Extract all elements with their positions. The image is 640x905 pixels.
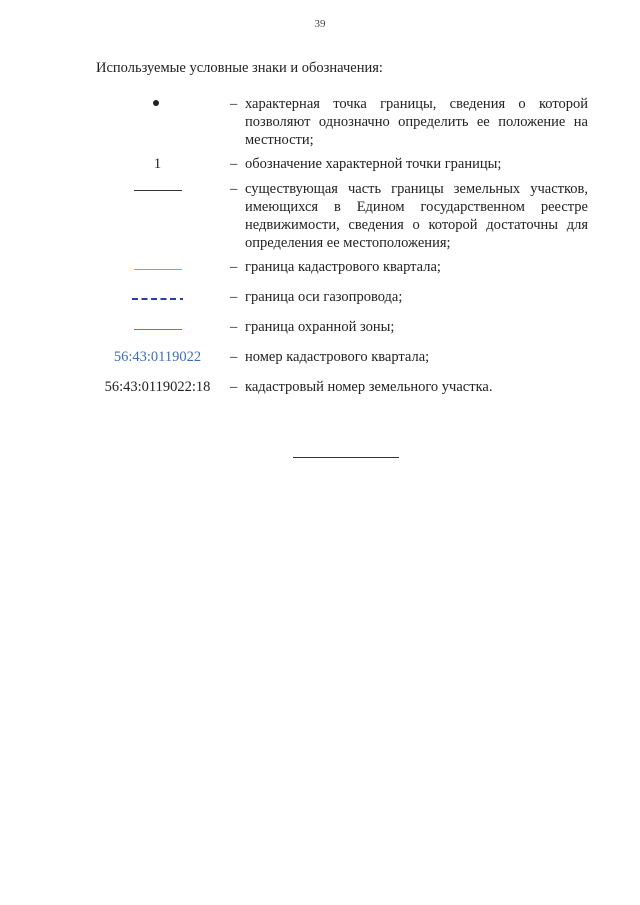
blue-line-symbol-icon [134, 269, 182, 270]
legend-dash: – [230, 319, 238, 335]
plot-number-symbol: 56:43:0119022:18 [104, 379, 211, 395]
legend-description: номер кадастрового квартала; [245, 349, 430, 365]
legend-dash: – [230, 289, 238, 305]
kvartal-number-symbol: 56:43:0119022 [113, 349, 202, 365]
legend-dash: – [230, 379, 238, 395]
legend-description: кадастровый номер земельного участка. [245, 379, 493, 395]
point-symbol-icon [153, 100, 159, 106]
page-number: 39 [314, 18, 326, 30]
legend-dash: – [230, 156, 238, 172]
black-line-symbol-icon [134, 190, 182, 191]
legend-description: обозначение характерной точки границы; [245, 156, 502, 172]
legend-dash: – [230, 259, 238, 275]
legend-description: граница оси газопровода; [245, 289, 403, 305]
legend-description: существующая часть границы земельных участков, имеющихся в Едином государственном реестре недвижимости, сведения о которой достаточны для определения ее местоположения; [245, 181, 588, 251]
dashed-line-symbol-icon [132, 298, 176, 300]
legend-description: характерная точка границы, сведения о которой позволяют однозначно определить ее положение на местности; [245, 96, 588, 148]
dashed-line-tail-icon [180, 298, 183, 300]
point-label-symbol: 1 [153, 156, 162, 172]
closing-rule [293, 457, 399, 458]
legend-description: граница охранной зоны; [245, 319, 395, 335]
legend-description: граница кадастрового квартала; [245, 259, 441, 275]
legend-dash: – [230, 349, 238, 365]
legend-dash: – [230, 181, 238, 197]
legend-dash: – [230, 96, 238, 112]
legend-heading: Используемые условные знаки и обозначения: [96, 60, 383, 76]
red-line-symbol-icon [134, 329, 182, 330]
